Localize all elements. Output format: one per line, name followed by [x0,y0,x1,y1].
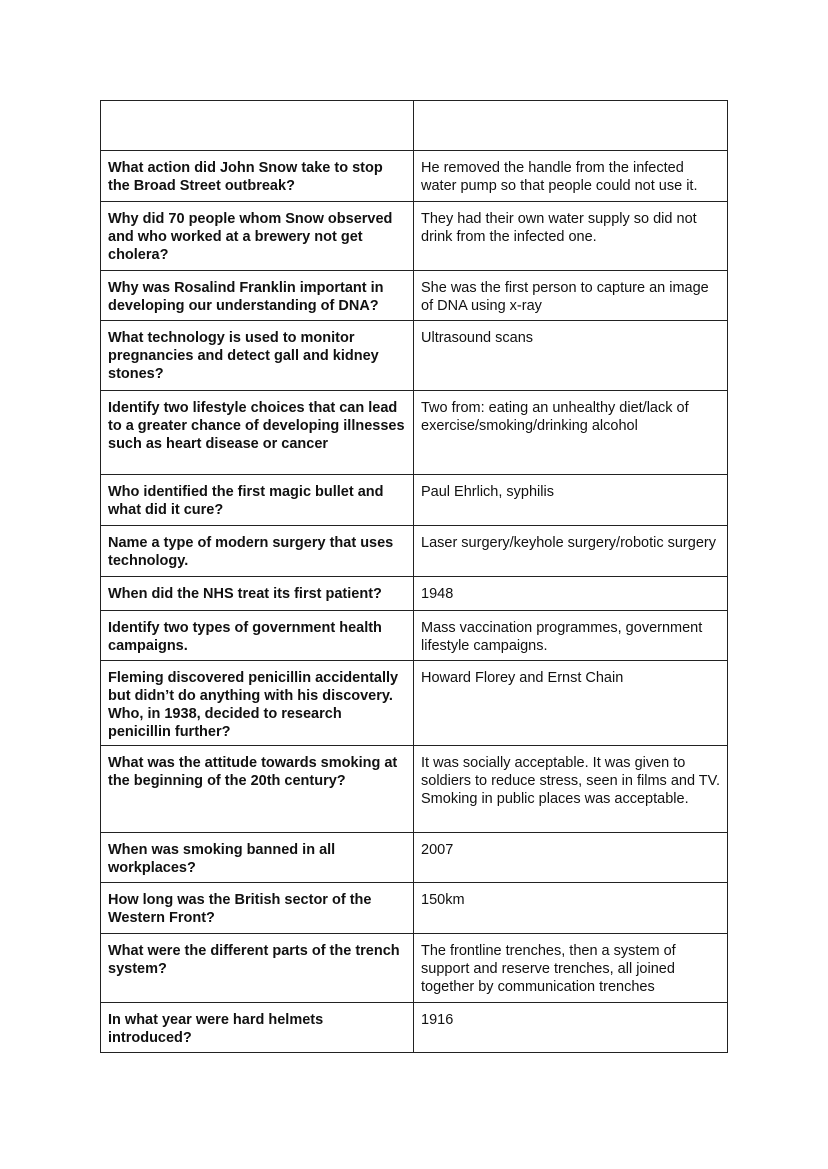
table-row [101,577,728,611]
question-cell: In what year were hard helmets introduced? [101,1003,414,1053]
answer-cell: She was the first person to capture an image of DNA using x-ray [414,271,728,321]
question-cell: What technology is used to monitor pregnancies and detect gall and kidney stones? [101,321,414,391]
table-row [101,611,728,661]
question-cell: Identify two lifestyle choices that can lead to a greater chance of developing illnesses such as heart disease or cancer [101,391,414,475]
table-row [101,526,728,577]
answer-cell: 1948 [414,577,728,611]
answer-cell: Paul Ehrlich, syphilis [414,475,728,526]
answer-cell: They had their own water supply so did not drink from the infected one. [414,202,728,271]
table-row [101,101,728,151]
question-cell: What was the attitude towards smoking at the beginning of the 20th century? [101,746,414,833]
question-cell: When was smoking banned in all workplaces? [101,833,414,883]
table-row [101,475,728,526]
table-row [101,661,728,746]
answer-cell: Mass vaccination programmes, government lifestyle campaigns. [414,611,728,661]
answer-cell: Laser surgery/keyhole surgery/robotic surgery [414,526,728,577]
question-cell: Why was Rosalind Franklin important in developing our understanding of DNA? [101,271,414,321]
table-row [101,202,728,271]
answer-cell: Ultrasound scans [414,321,728,391]
question-cell: How long was the British sector of the Western Front? [101,883,414,934]
question-cell: Why did 70 people whom Snow observed and who worked at a brewery not get cholera? [101,202,414,271]
answer-cell: It was socially acceptable. It was given to soldiers to reduce stress, seen in films and TV. Smoking in public places was acceptable. [414,746,728,833]
answer-cell: 150km [414,883,728,934]
table-row [101,934,728,1003]
answer-cell: The frontline trenches, then a system of support and reserve trenches, all joined together by communication trenches [414,934,728,1003]
table-body [101,101,728,1053]
table-row [101,833,728,883]
table-row [101,746,728,833]
question-cell: Identify two types of government health campaigns. [101,611,414,661]
question-cell: Fleming discovered penicillin accidentally but didn’t do anything with his discovery. Who, in 1938, decided to research penicillin further? [101,661,414,746]
table-row [101,883,728,934]
answer-cell [414,101,728,151]
table-row [101,391,728,475]
table-row [101,271,728,321]
question-cell: What action did John Snow take to stop the Broad Street outbreak? [101,151,414,202]
question-cell: Who identified the first magic bullet and what did it cure? [101,475,414,526]
question-answer-table [100,100,728,1053]
table-row [101,321,728,391]
answer-cell: 1916 [414,1003,728,1053]
answer-cell: He removed the handle from the infected water pump so that people could not use it. [414,151,728,202]
answer-cell: Two from: eating an unhealthy diet/lack of exercise/smoking/drinking alcohol [414,391,728,475]
answer-cell: 2007 [414,833,728,883]
question-cell: When did the NHS treat its first patient? [101,577,414,611]
answer-cell: Howard Florey and Ernst Chain [414,661,728,746]
question-cell: Name a type of modern surgery that uses technology. [101,526,414,577]
table-row [101,1003,728,1053]
question-cell: What were the different parts of the trench system? [101,934,414,1003]
question-cell [101,101,414,151]
table-row [101,151,728,202]
